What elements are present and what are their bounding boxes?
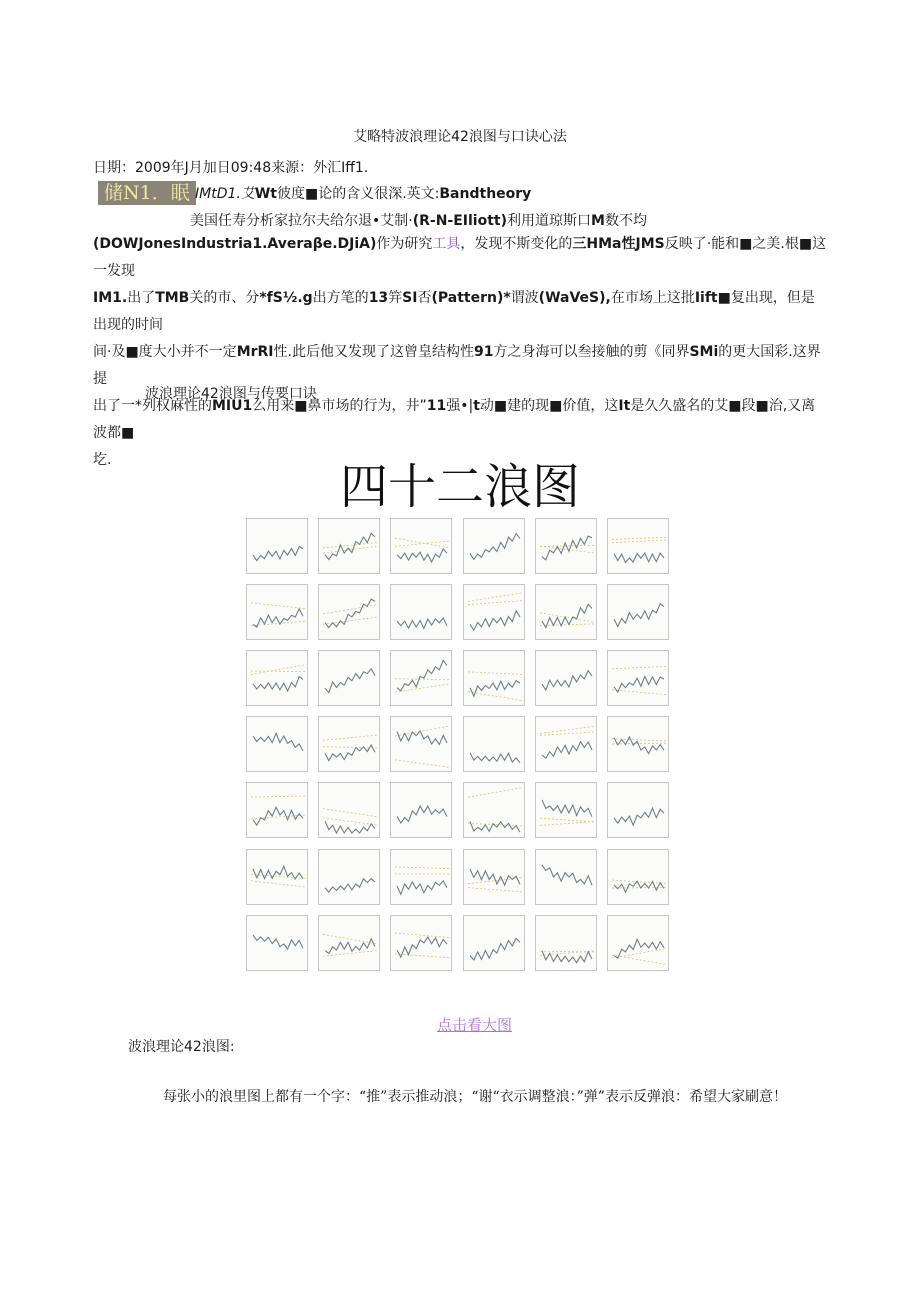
- guide-line: [612, 540, 666, 543]
- text-run: Iift■: [694, 290, 731, 306]
- text-run: 复出现，但是出现的时间: [93, 290, 815, 333]
- wave-sketch: [608, 651, 670, 707]
- wave-line: [470, 611, 520, 630]
- text-run: 圪.: [93, 452, 112, 468]
- text-run: SI: [402, 290, 418, 306]
- guide-line: [612, 880, 666, 884]
- intro-line-1: [195, 183, 531, 203]
- wave-thumbnail: [246, 716, 308, 772]
- guide-line: [323, 617, 377, 624]
- wave-line: [325, 669, 375, 693]
- wave-line: [253, 734, 303, 752]
- wave-line: [542, 536, 592, 560]
- guide-line: [612, 667, 666, 669]
- wave-thumbnail: [463, 584, 525, 640]
- wave-thumbnail: [390, 518, 452, 574]
- wave-sketch: [608, 585, 670, 641]
- text-run: 11: [426, 398, 447, 414]
- wave-line: [614, 604, 664, 627]
- view-large-image-link[interactable]: 点击看大图: [437, 1016, 513, 1034]
- guide-line: [540, 819, 594, 823]
- wave-thumbnail: [463, 849, 525, 905]
- wave-line: [397, 806, 447, 823]
- wave-thumbnail: [318, 915, 380, 971]
- intro-mid: 彼度■论的含义很深.英文:: [276, 186, 440, 202]
- intro-line-2: [190, 210, 647, 230]
- wave-line: [325, 745, 375, 761]
- wave-line: [470, 822, 520, 833]
- wave-line: [542, 864, 592, 884]
- text-run: 出方笔的: [312, 290, 369, 306]
- para-line-2: [93, 285, 828, 339]
- wave-line: [614, 737, 664, 754]
- text-run: 间·及■度大小并不一定: [93, 344, 237, 360]
- wave-sketch: [608, 916, 670, 972]
- wave-thumbnail: [607, 716, 669, 772]
- text-run: 否: [417, 290, 432, 306]
- wave-sketch: [608, 783, 670, 839]
- wave-sketch: [319, 850, 381, 906]
- wave-thumbnail: [390, 849, 452, 905]
- wave-thumbnail: [318, 716, 380, 772]
- wave-thumbnail: [535, 584, 597, 640]
- document-title: 艾略特波浪理论42浪图与口诀心法: [353, 129, 567, 145]
- wave-thumbnail: [390, 915, 452, 971]
- wave-thumbnail: [607, 650, 669, 706]
- text-run: MrRI: [236, 344, 274, 360]
- wave-thumbnail: [463, 915, 525, 971]
- wave-thumbnail: [607, 915, 669, 971]
- wave-thumbnail: [246, 518, 308, 574]
- wave-thumbnail: [535, 650, 597, 706]
- wave-line: [325, 878, 375, 892]
- guide-line: [251, 796, 305, 797]
- text-run: 谓波: [510, 290, 539, 306]
- wave-thumbnail: [318, 518, 380, 574]
- wave-sketch: [464, 717, 526, 773]
- wave-sketch: [391, 519, 453, 575]
- wave-line: [542, 950, 592, 962]
- text-run: 13: [368, 290, 389, 306]
- guide-line: [251, 880, 305, 886]
- guide-line: [468, 601, 522, 605]
- tool-link[interactable]: 工具: [432, 236, 461, 252]
- wave-line: [397, 661, 447, 692]
- text-run: 出了: [127, 290, 156, 306]
- wave-sketch: [391, 850, 453, 906]
- line2-prefix: 美国任寿分析家拉尔夫给尔退•艾制·: [190, 213, 413, 229]
- guide-line: [612, 537, 666, 539]
- text-run: SMi: [689, 344, 719, 360]
- wave-sketch: [464, 783, 526, 839]
- wave-thumbnail: [390, 782, 452, 838]
- text-run: ，发现不斯变化的: [460, 236, 573, 252]
- guide-line: [395, 760, 449, 767]
- wave-line: [253, 677, 303, 692]
- wave-line: [614, 553, 664, 562]
- wave-sketch: [319, 783, 381, 839]
- wave-thumbnail: [607, 849, 669, 905]
- wave-sketch: [464, 519, 526, 575]
- wave-line: [397, 618, 447, 629]
- wave-sketch: [319, 717, 381, 773]
- wave-thumbnail: [246, 584, 308, 640]
- wave-line: [325, 599, 375, 628]
- wave-sketch: [247, 651, 309, 707]
- guide-line: [468, 692, 522, 701]
- wave-sketch: [608, 519, 670, 575]
- wave-sketch: [464, 585, 526, 641]
- wave-thumbnail: [463, 650, 525, 706]
- wave-sketch: [247, 916, 309, 972]
- wave-thumbnail: [390, 716, 452, 772]
- intro-bold-2: Bandtheory: [439, 186, 532, 202]
- wave-sketch: [536, 585, 598, 641]
- line2-bold-1: (R-N-EIliott): [412, 213, 508, 229]
- wave-sketch: [319, 651, 381, 707]
- wave-sketch: [247, 585, 309, 641]
- wave-sketch: [247, 519, 309, 575]
- wave-sketch: [464, 850, 526, 906]
- wave-sketch: [319, 916, 381, 972]
- wave-line: [253, 935, 303, 949]
- line2-bold-2: M: [591, 213, 605, 229]
- guide-line: [540, 951, 594, 952]
- wave-line: [614, 939, 664, 958]
- guide-line: [395, 541, 449, 546]
- wave-sketch: [608, 850, 670, 906]
- wave-line: [614, 809, 664, 826]
- wave-thumbnail: [390, 650, 452, 706]
- guide-line: [612, 690, 666, 695]
- intro-prefix: IMtD1.艾: [195, 186, 255, 202]
- text-run: (DOWJonesIndustria1.Averaβe.DJiA): [93, 236, 377, 252]
- text-run: 强•|: [446, 398, 474, 414]
- wave-sketch: [247, 717, 309, 773]
- wave-line: [542, 742, 592, 758]
- text-run: (Pattern)*: [431, 290, 511, 306]
- wave-thumbnail: [607, 782, 669, 838]
- wave-caption: 波浪理论42浪图:: [128, 1039, 235, 1055]
- wave-thumbnail: [246, 650, 308, 706]
- text-run: 关的市、分: [189, 290, 260, 306]
- wave-sketch: [391, 585, 453, 641]
- wave-thumbnail: [463, 518, 525, 574]
- wave-line: [542, 671, 592, 690]
- wave-line: [614, 677, 664, 693]
- wave-sketch: [536, 783, 598, 839]
- wave-thumbnail: [246, 782, 308, 838]
- wave-line: [253, 866, 303, 879]
- wave-thumbnail: [318, 650, 380, 706]
- guide-line: [323, 934, 377, 943]
- text-run: 出了一*列权麻性的: [93, 398, 212, 414]
- guide-line: [251, 671, 305, 672]
- guide-line: [468, 887, 522, 891]
- wave-thumbnail: [390, 584, 452, 640]
- wave-thumbnail: [535, 915, 597, 971]
- text-run: 反映了·能和■之美.根■这一发现: [93, 236, 827, 279]
- wave-line: [397, 880, 447, 894]
- intro-bold-1: Wt: [254, 186, 277, 202]
- wave-sketch: [319, 585, 381, 641]
- wave-line: [470, 534, 520, 560]
- text-run: t: [473, 398, 480, 414]
- text-run: (WaVeS),: [538, 290, 611, 306]
- guide-line: [468, 672, 522, 675]
- guide-line: [468, 593, 522, 602]
- guide-line: [395, 866, 449, 868]
- wave-sketch: [464, 916, 526, 972]
- line2-suffix: 利用道琼斯口: [507, 213, 592, 229]
- wave-line: [253, 808, 303, 826]
- wave-sketch: [536, 519, 598, 575]
- guide-line: [323, 809, 377, 817]
- wave-line: [470, 681, 520, 697]
- stamp-badge: 储N1．眠: [98, 181, 196, 205]
- wave-line: [397, 731, 447, 745]
- wave-thumbnail: [535, 518, 597, 574]
- para-line-1: [93, 231, 828, 285]
- body-paragraph: [93, 231, 828, 474]
- wave-line: [253, 547, 303, 561]
- text-run: 么用来■鼻市场的行为，井”: [252, 398, 427, 414]
- line2-suffix-2: 数不均: [604, 213, 647, 229]
- wave-sketch: [247, 783, 309, 839]
- wave-thumbnail: [535, 849, 597, 905]
- wave-thumbnail: [318, 849, 380, 905]
- text-run: 性.此后他又发现了这曾皇结构性: [273, 344, 474, 360]
- wave-thumbnail: [535, 716, 597, 772]
- guide-line: [612, 739, 666, 741]
- text-run: 三HMa性JMS: [572, 236, 665, 252]
- text-run: TMB: [155, 290, 190, 306]
- wave-line: [397, 549, 447, 562]
- wave-thumbnail: [463, 782, 525, 838]
- wave-line: [470, 938, 520, 960]
- guide-line: [251, 603, 305, 609]
- legend-note: 每张小的浪里图上都有一个字：“推”表示推动浪；“谢“衣示调整浪：”弹”表示反弹浪：希望大家刷意！: [163, 1089, 787, 1105]
- wave-sketch: [391, 916, 453, 972]
- text-run: IM1.: [93, 290, 128, 306]
- section-subheading: 波浪理论42浪图与传要口诀: [145, 386, 317, 402]
- wave-thumbnail: [246, 849, 308, 905]
- guide-line: [323, 818, 377, 825]
- wave-sketch: [536, 717, 598, 773]
- text-run: 作为研究: [376, 236, 433, 252]
- wave-sketch: [391, 783, 453, 839]
- guide-line: [323, 543, 377, 548]
- text-run: 91: [473, 344, 494, 360]
- wave-line: [470, 753, 520, 763]
- date-source-line: 日期：2009年J月加日09:48来源：外汇Iff1.: [93, 160, 369, 176]
- text-run: 的更大国彩.这界提: [93, 344, 821, 387]
- guide-line: [395, 684, 449, 692]
- guide-line: [612, 743, 666, 744]
- wave-thumbnail: [246, 915, 308, 971]
- wave-thumbnail: [535, 782, 597, 838]
- text-run: It: [618, 398, 631, 414]
- wave-line: [253, 609, 303, 627]
- text-run: *fS½.g: [259, 290, 313, 306]
- wave-thumbnail: [318, 782, 380, 838]
- wave-sketch: [464, 651, 526, 707]
- text-run: 在市场上这批: [610, 290, 695, 306]
- wave-thumbnail: [463, 716, 525, 772]
- guide-line: [395, 933, 449, 938]
- wave-chart-title: 四十二浪图: [339, 459, 580, 515]
- guide-line: [395, 953, 449, 957]
- guide-line: [612, 955, 666, 964]
- wave-sketch: [608, 717, 670, 773]
- wave-sketch: [536, 651, 598, 707]
- wave-line: [542, 800, 592, 817]
- guide-line: [540, 624, 594, 626]
- guide-line: [251, 665, 305, 675]
- wave-line: [325, 533, 375, 559]
- guide-line: [323, 735, 377, 740]
- text-run: 方之身海可以叁接触的剪《同界: [493, 344, 690, 360]
- wave-pattern-grid[interactable]: [246, 518, 669, 985]
- text-run: MIU1: [212, 398, 253, 414]
- wave-thumbnail: [318, 584, 380, 640]
- guide-line: [468, 788, 522, 798]
- wave-sketch: [319, 519, 381, 575]
- text-run: 笄: [388, 290, 403, 306]
- wave-sketch: [247, 850, 309, 906]
- guide-line: [395, 679, 449, 680]
- wave-thumbnail: [607, 518, 669, 574]
- wave-thumbnail: [607, 584, 669, 640]
- wave-sketch: [536, 916, 598, 972]
- wave-line: [325, 822, 375, 834]
- wave-sketch: [391, 651, 453, 707]
- wave-sketch: [536, 850, 598, 906]
- wave-sketch: [391, 717, 453, 773]
- guide-line: [540, 822, 594, 826]
- guide-line: [323, 605, 377, 614]
- text-run: 是久久盛名的艾■段■治,又离波都■: [93, 398, 816, 441]
- guide-line: [323, 950, 377, 956]
- text-run: 动■建的现■价值，这: [479, 398, 619, 414]
- guide-line: [395, 538, 449, 548]
